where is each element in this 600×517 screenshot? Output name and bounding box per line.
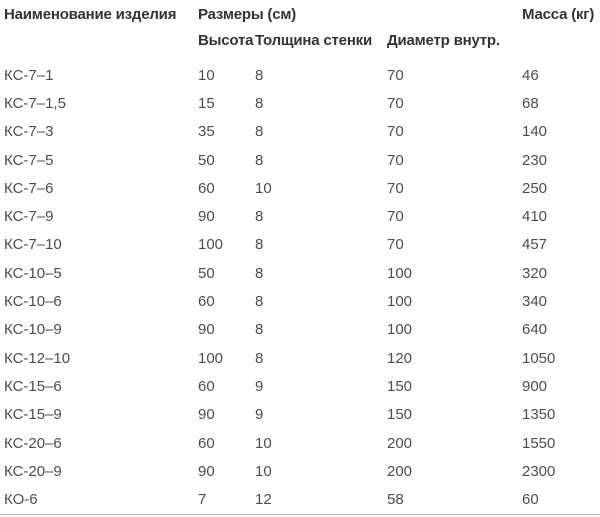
cell-height: 15	[198, 94, 215, 112]
header-inner-diameter: Диаметр внутр.	[387, 32, 500, 49]
cell-product-name: КС-7–1	[4, 66, 54, 84]
header-mass: Масса (кг)	[522, 5, 595, 23]
cell-wall-thickness: 12	[255, 491, 272, 509]
cell-wall-thickness: 9	[255, 406, 264, 424]
cell-mass: 230	[522, 151, 548, 169]
cell-mass: 900	[522, 377, 548, 395]
table-row	[0, 485, 600, 513]
cell-mass: 46	[522, 66, 539, 84]
table-row	[0, 89, 600, 117]
cell-inner-diameter: 200	[387, 434, 413, 452]
table-row	[0, 61, 600, 89]
cell-wall-thickness: 10	[255, 434, 272, 452]
cell-mass: 320	[522, 264, 548, 282]
table-row	[0, 231, 600, 259]
table-row	[0, 457, 600, 485]
cell-wall-thickness: 9	[255, 377, 264, 395]
cell-inner-diameter: 70	[387, 94, 404, 112]
cell-product-name: КС-10–5	[4, 264, 62, 282]
table-row	[0, 146, 600, 174]
cell-product-name: КС-15–6	[4, 377, 62, 395]
cell-inner-diameter: 70	[387, 179, 404, 197]
table-row	[0, 429, 600, 457]
cell-inner-diameter: 200	[387, 462, 413, 480]
cell-product-name: КС-12–10	[4, 349, 71, 367]
cell-wall-thickness: 8	[255, 123, 264, 141]
header-spacer	[4, 28, 198, 32]
cell-wall-thickness: 8	[255, 236, 264, 254]
cell-height: 7	[198, 491, 207, 509]
cell-inner-diameter: 70	[387, 66, 404, 84]
header-height: Высота	[198, 32, 254, 49]
cell-wall-thickness: 8	[255, 94, 264, 112]
cell-height: 60	[198, 377, 215, 395]
cell-mass: 60	[522, 491, 539, 509]
cell-wall-thickness: 10	[255, 179, 272, 197]
header-spacer	[522, 28, 600, 32]
cell-height: 60	[198, 293, 215, 311]
cell-height: 100	[198, 236, 224, 254]
cell-inner-diameter: 70	[387, 151, 404, 169]
header-product-name: Наименование изделия	[4, 5, 177, 23]
cell-product-name: КС-10–9	[4, 321, 62, 339]
cell-inner-diameter: 150	[387, 377, 413, 395]
table-row	[0, 287, 600, 315]
cell-mass: 140	[522, 123, 548, 141]
cell-mass: 1350	[522, 406, 556, 424]
cell-height: 35	[198, 123, 215, 141]
cell-product-name: КС-10–6	[4, 293, 62, 311]
table-row	[0, 316, 600, 344]
table-header-row-sub	[0, 28, 600, 61]
table-row	[0, 174, 600, 202]
cell-inner-diameter: 100	[387, 293, 413, 311]
cell-height: 60	[198, 179, 215, 197]
cell-mass: 1050	[522, 349, 556, 367]
cell-mass: 410	[522, 208, 548, 226]
cell-mass: 68	[522, 94, 539, 112]
cell-height: 90	[198, 462, 215, 480]
table-row	[0, 259, 600, 287]
cell-inner-diameter: 58	[387, 491, 404, 509]
cell-wall-thickness: 8	[255, 349, 264, 367]
cell-product-name: КС-7–5	[4, 151, 54, 169]
table-row	[0, 372, 600, 400]
table-body	[0, 61, 600, 514]
cell-mass: 640	[522, 321, 548, 339]
cell-wall-thickness: 8	[255, 66, 264, 84]
cell-inner-diameter: 70	[387, 208, 404, 226]
table-row	[0, 344, 600, 372]
cell-product-name: КС-15–9	[4, 406, 62, 424]
cell-wall-thickness: 10	[255, 462, 272, 480]
cell-wall-thickness: 8	[255, 208, 264, 226]
cell-inner-diameter: 100	[387, 264, 413, 282]
cell-mass: 250	[522, 179, 548, 197]
cell-inner-diameter: 70	[387, 123, 404, 141]
cell-height: 90	[198, 321, 215, 339]
table-row	[0, 118, 600, 146]
cell-mass: 340	[522, 293, 548, 311]
table-row	[0, 401, 600, 429]
cell-product-name: КС-20–9	[4, 462, 62, 480]
cell-height: 90	[198, 208, 215, 226]
cell-product-name: КС-7–1,5	[4, 94, 66, 112]
cell-height: 90	[198, 406, 215, 424]
cell-inner-diameter: 70	[387, 236, 404, 254]
cell-height: 50	[198, 151, 215, 169]
cell-height: 50	[198, 264, 215, 282]
header-dimensions: Размеры (см)	[198, 5, 297, 23]
cell-inner-diameter: 150	[387, 406, 413, 424]
cell-wall-thickness: 8	[255, 321, 264, 339]
cell-product-name: КС-7–10	[4, 236, 62, 254]
cell-product-name: КС-7–6	[4, 179, 54, 197]
cell-wall-thickness: 8	[255, 264, 264, 282]
cell-height: 100	[198, 349, 224, 367]
cell-product-name: КО-6	[4, 491, 38, 509]
header-wall-thickness: Толщина стенки	[255, 32, 373, 49]
cell-height: 60	[198, 434, 215, 452]
table-row	[0, 202, 600, 230]
cell-wall-thickness: 8	[255, 293, 264, 311]
cell-wall-thickness: 8	[255, 151, 264, 169]
cell-inner-diameter: 120	[387, 349, 413, 367]
cell-height: 10	[198, 66, 215, 84]
cell-mass: 2300	[522, 462, 556, 480]
cell-mass: 457	[522, 236, 548, 254]
cell-product-name: КС-7–9	[4, 208, 54, 226]
table-header-row-main	[0, 0, 600, 28]
cell-product-name: КС-20–6	[4, 434, 62, 452]
cell-product-name: КС-7–3	[4, 123, 54, 141]
cell-inner-diameter: 100	[387, 321, 413, 339]
cell-mass: 1550	[522, 434, 556, 452]
